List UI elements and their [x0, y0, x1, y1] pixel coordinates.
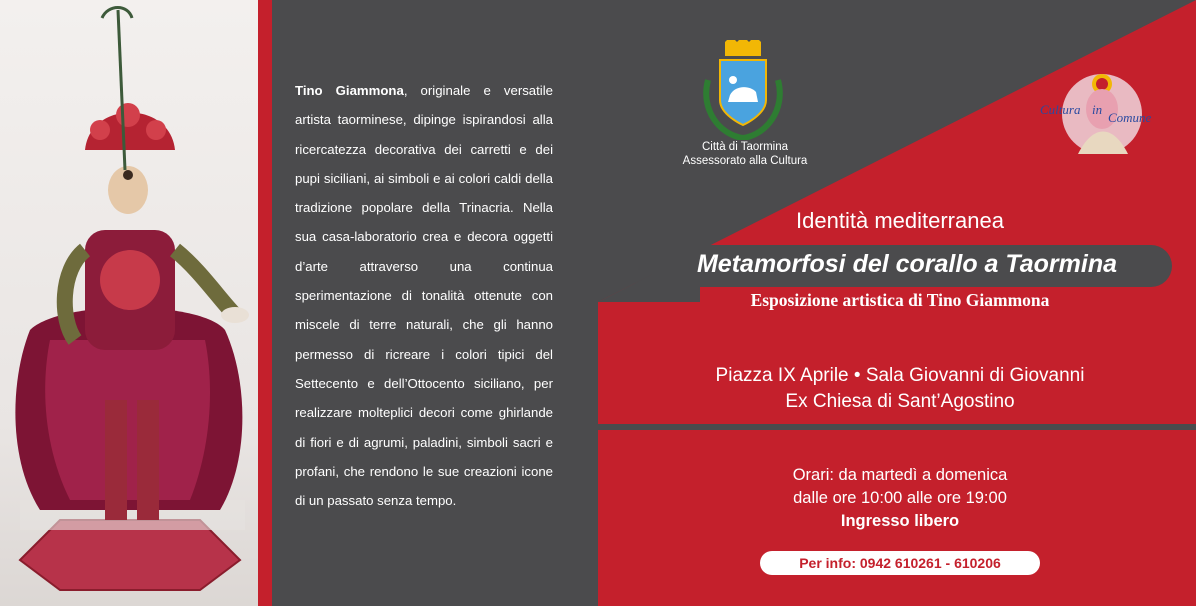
artist-description	[295, 76, 553, 515]
logo-word-in: in	[1092, 102, 1103, 117]
city-name: Città di Taormina	[701, 141, 789, 153]
puppet-photo	[0, 0, 258, 606]
info-phone: Per info: 0942 610261 - 610206	[799, 555, 1001, 571]
exhibit-byline: Esposizione artistica di Tino Giammona	[750, 290, 1050, 310]
opening-days: Orari: da martedì a domenica	[792, 466, 1008, 484]
artist-name: Tino Giammona	[295, 83, 404, 98]
opening-hours: dalle ore 10:00 alle ore 19:00	[793, 489, 1007, 507]
artist-bio: , originale e versatile artista taorminese, dipinge ispirandosi alla ricercatezza decorativa dei carretti e dei pupi siciliani, ai simboli e ai colori caldi della tradizione popolare della Trinacria. Nella sua casa-laboratorio crea e decora oggetti d’arte attraverso una continua sperimentazione di tonalità ottenute con miscele di terre naturali, che gli hanno permesso di ricreare i colori tipici del Settecento e dell’Ottocento siciliano, per realizzare molteplici decori come ghirlande di fiori e di agrumi, paladini, simboli sacri e profani, che rendono le sue creazioni icone di un passato senza tempo.	[295, 83, 553, 509]
exhibit-subtitle: Metamorfosi del corallo a Taormina	[696, 250, 1117, 278]
puppet-illustration	[0, 0, 258, 606]
city-caption	[660, 140, 830, 168]
taormina-crest-icon	[700, 40, 786, 140]
free-entry: Ingresso libero	[840, 512, 960, 530]
red-strip	[258, 0, 272, 606]
city-department: Assessorato alla Cultura	[682, 155, 808, 167]
venue-building: Ex Chiesa di Sant’Agostino	[785, 391, 1015, 412]
exhibit-title: Identità mediterranea	[796, 208, 1004, 233]
venue-address: Piazza IX Aprile • Sala Giovanni di Giovanni	[715, 365, 1085, 386]
logo-word-cultura: Cultura	[1040, 102, 1081, 117]
cultura-in-comune-logo	[1038, 64, 1166, 164]
gray-divider	[598, 424, 1196, 430]
logo-word-comune: Comune	[1108, 110, 1152, 125]
